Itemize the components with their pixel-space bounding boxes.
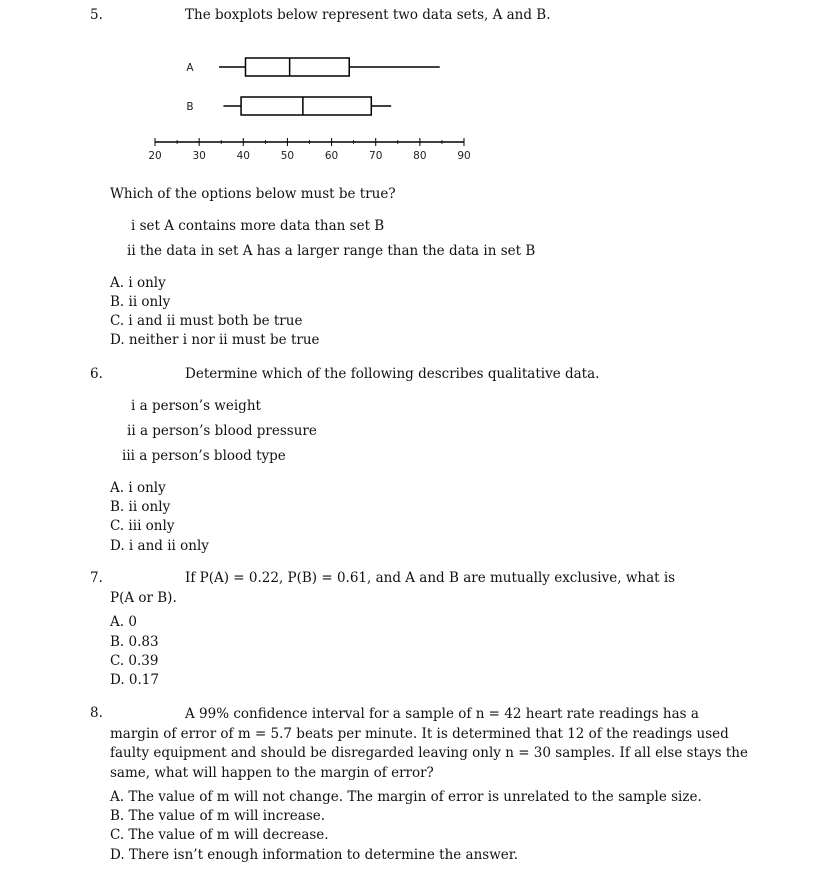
q5-option-d[interactable]: D. neither i nor ii must be true <box>110 332 320 348</box>
q5-option-c[interactable]: C. i and ii must both be true <box>110 313 303 329</box>
q6-statement-1-text: a person’s weight <box>139 398 261 414</box>
q8-option-b[interactable]: B. The value of m will increase. <box>110 808 326 824</box>
q6-option-b[interactable]: B. ii only <box>110 499 171 515</box>
q6-statement-2-roman: ii <box>127 423 136 439</box>
q5-statement-2-text: the data in set A has a larger range than the data in set B <box>139 243 536 259</box>
q5-statement-1-text: set A contains more data than set B <box>139 218 385 234</box>
q5-option-b[interactable]: B. ii only <box>110 294 171 310</box>
x-axis-tick-label: 80 <box>413 150 427 162</box>
question-7-prompt-line-1: If P(A) = 0.22, P(B) = 0.61, and A and B are mutually exclusive, what is <box>185 570 676 586</box>
question-6-number: 6. <box>90 366 103 382</box>
question-6-prompt: Determine which of the following describes qualitative data. <box>185 366 600 382</box>
box-b <box>241 97 371 115</box>
x-axis-tick-label: 60 <box>324 150 339 162</box>
q7-option-b[interactable]: B. 0.83 <box>110 634 159 650</box>
q6-statement-2-text: a person’s blood pressure <box>139 423 317 439</box>
q6-statement-3 <box>122 448 286 464</box>
boxplot-label-b: B <box>186 101 194 113</box>
x-axis-tick-label: 50 <box>280 150 295 162</box>
q6-option-a[interactable]: A. i only <box>110 480 166 496</box>
q6-option-c[interactable]: C. iii only <box>110 518 175 534</box>
q6-statement-1-roman: i <box>131 398 136 414</box>
q8-option-d[interactable]: D. There isn’t enough information to determine the answer. <box>110 847 519 863</box>
q7-option-d[interactable]: D. 0.17 <box>110 672 159 688</box>
q8-option-c[interactable]: C. The value of m will decrease. <box>110 827 329 843</box>
question-5-number: 5. <box>90 7 103 23</box>
x-axis-tick-label: 20 <box>148 150 162 162</box>
boxplot-label-a: A <box>186 62 194 74</box>
q7-option-a[interactable]: A. 0 <box>110 614 137 630</box>
q5-statement-1 <box>131 218 384 234</box>
question-7-prompt-line-2: P(A or B). <box>110 590 177 606</box>
q6-statement-1 <box>131 398 261 414</box>
q5-statement-2-roman: ii <box>127 243 136 259</box>
q6-option-d[interactable]: D. i and ii only <box>110 538 209 554</box>
box-a <box>245 58 349 76</box>
q6-statement-2 <box>127 423 317 439</box>
x-axis-tick-label: 70 <box>369 150 383 162</box>
x-axis-tick-label: 90 <box>457 150 471 162</box>
q6-statement-3-text: a person’s blood type <box>139 448 286 464</box>
question-8-prompt-text: A 99% confidence interval for a sample of n = 42 heart rate readings has a margin of error of m = 5.7 beats per minute. It is determined that 12 of the readings used faulty equipment and should be disregarded leaving only n = 30 samples. If all else stays the same, what will happen to the margin of error? <box>110 706 748 781</box>
q5-option-a[interactable]: A. i only <box>110 275 166 291</box>
question-7-number: 7. <box>90 570 103 586</box>
q5-statement-1-roman: i <box>131 218 136 234</box>
question-8-number: 8. <box>90 705 103 721</box>
question-5-question: Which of the options below must be true? <box>110 186 396 202</box>
q5-statement-2 <box>127 243 535 259</box>
boxplot-chart <box>0 40 820 210</box>
question-5-prompt: The boxplots below represent two data sets, A and B. <box>185 7 551 23</box>
q7-option-c[interactable]: C. 0.39 <box>110 653 159 669</box>
x-axis-tick-label: 40 <box>236 150 250 162</box>
x-axis-tick-label: 30 <box>192 150 206 162</box>
q6-statement-3-roman: iii <box>122 448 135 464</box>
question-8-prompt <box>110 705 750 783</box>
q8-option-a[interactable]: A. The value of m will not change. The margin of error is unrelated to the sample size. <box>110 789 702 805</box>
